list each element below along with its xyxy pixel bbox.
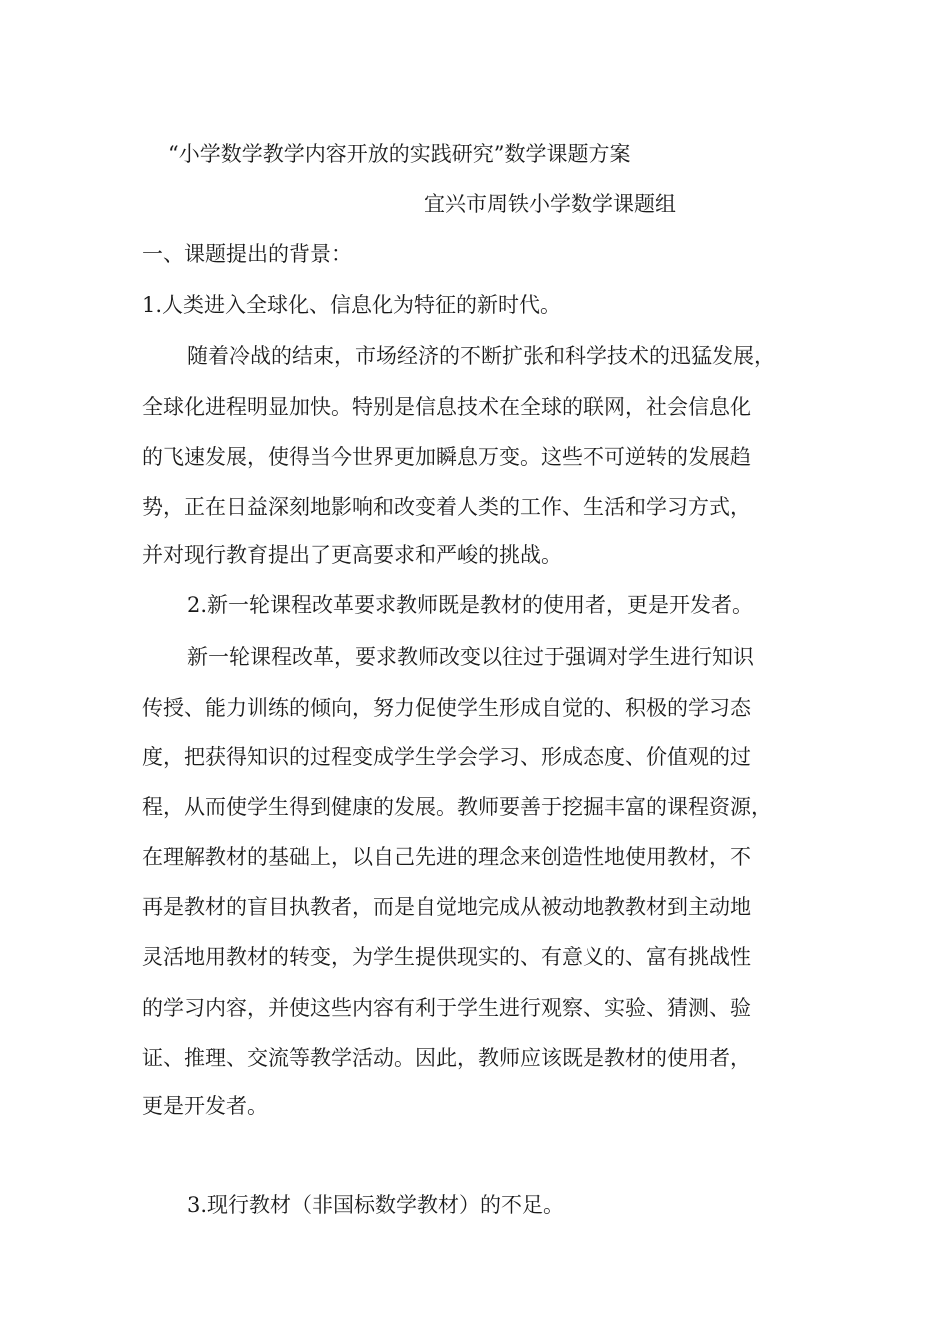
paragraph-2-line: 再是教材的盲目执教者，而是自觉地完成从被动地教教材到主动地 (142, 895, 751, 919)
paragraph-2-line: 程，从而使学生得到健康的发展。教师要善于挖掘丰富的课程资源， (142, 795, 772, 819)
paragraph-2-line: 更是开发者。 (142, 1094, 268, 1118)
section-heading-1: 一、课题提出的背景： (142, 242, 352, 266)
subheading-1: 1.人类进入全球化、信息化为特征的新时代。 (142, 293, 562, 317)
paragraph-1-line: 的飞速发展，使得当今世界更加瞬息万变。这些不可逆转的发展趋 (142, 445, 751, 469)
paragraph-2-line: 的学习内容，并使这些内容有利于学生进行观察、实验、猜测、验 (142, 996, 751, 1020)
paragraph-2-line: 度，把获得知识的过程变成学生学会学习、形成态度、价值观的过 (142, 745, 751, 769)
paragraph-1-line: 势，正在日益深刻地影响和改变着人类的工作、生活和学习方式， (142, 495, 751, 519)
paragraph-2-line: 灵活地用教材的转变，为学生提供现实的、有意义的、富有挑战性 (142, 945, 751, 969)
document-author: 宜兴市周铁小学数学课题组 (424, 192, 676, 216)
paragraph-2-line: 传授、能力训练的倾向，努力促使学生形成自觉的、积极的学习态 (142, 696, 751, 720)
subheading-3: 3.现行教材（非国标数学教材）的不足。 (187, 1193, 565, 1217)
paragraph-1-line: 随着冷战的结束，市场经济的不断扩张和科学技术的迅猛发展， (187, 344, 775, 368)
subheading-2: 2.新一轮课程改革要求教师既是教材的使用者，更是开发者。 (187, 593, 754, 617)
paragraph-1-line: 并对现行教育提出了更高要求和严峻的挑战。 (142, 543, 562, 567)
paragraph-2-line: 证、推理、交流等教学活动。因此，教师应该既是教材的使用者， (142, 1046, 751, 1070)
paragraph-2-line: 在理解教材的基础上，以自己先进的理念来创造性地使用教材，不 (142, 845, 751, 869)
paragraph-1-line: 全球化进程明显加快。特别是信息技术在全球的联网，社会信息化 (142, 395, 751, 419)
paragraph-2-line: 新一轮课程改革，要求教师改变以往过于强调对学生进行知识 (187, 645, 754, 669)
document-title: “小学数学教学内容开放的实践研究”数学课题方案 (168, 142, 631, 166)
